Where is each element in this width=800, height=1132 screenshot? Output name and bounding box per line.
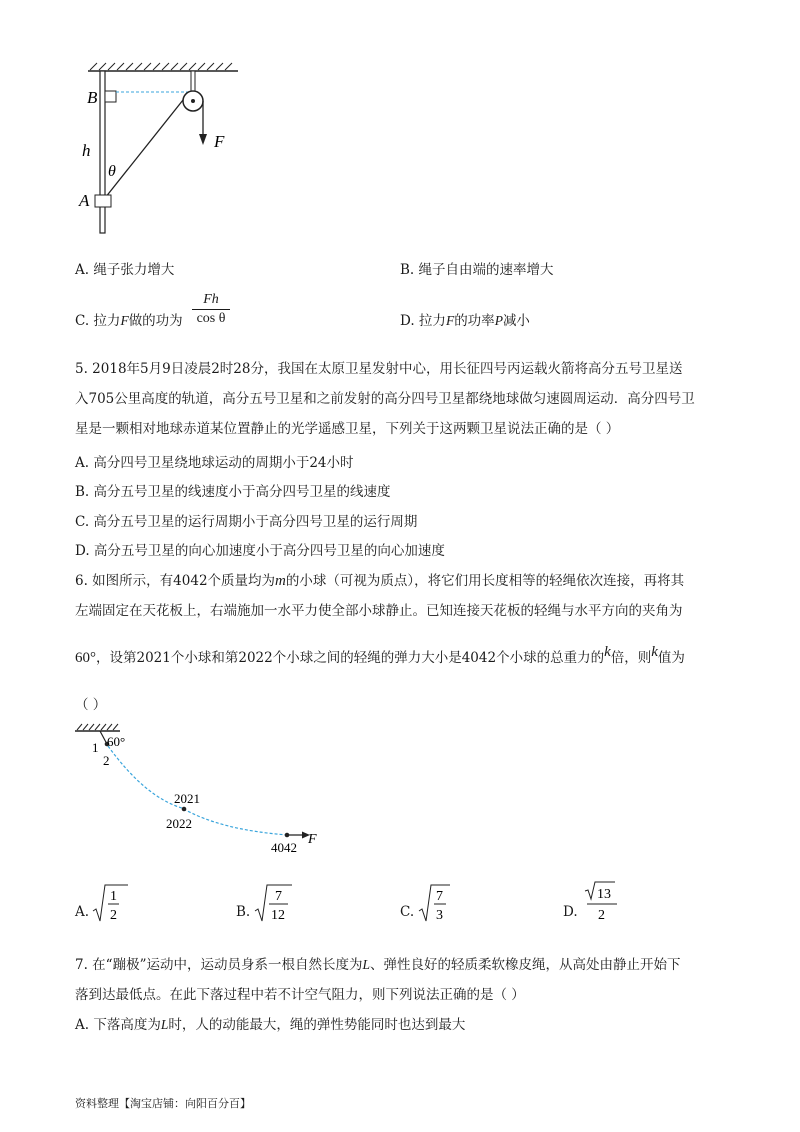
q6-option-b-sqrt [254,883,294,927]
q4-option-d[interactable] [400,311,530,331]
q4-option-a[interactable]: A. 绳子张力增大 [75,262,175,278]
q4-c-denominator: cos θ [196,311,226,326]
force-arrow-icon [199,134,207,145]
label-force: F [308,832,317,847]
q6-option-c-sqrt [418,883,458,927]
footer-text: 资料整理【淘宝店铺：向阳百分百】 [75,1097,251,1110]
q6-d-num: 13 [597,887,611,902]
q4-option-b[interactable]: B. 绳子自由端的速率增大 [400,262,554,278]
q6-var-k1: k [604,644,611,660]
label-2: 2 [103,753,110,768]
q4-d-var2: P [494,313,503,328]
label-2022: 2022 [166,816,192,831]
angle-label: 60° [107,734,126,749]
q5-option-a[interactable]: A. 高分四号卫星绕地球运动的周期小于24小时 [75,455,354,471]
q6-b-den: 12 [271,908,285,923]
q6-a-num: 1 [110,889,117,904]
q4-d-var: F [445,313,455,328]
block-b [105,91,116,102]
q6-line3-b: 倍，则 [610,650,652,666]
block-a [95,195,111,207]
q4-d-mid: 的功率 [454,313,495,329]
label-theta: θ [108,163,116,180]
q5-option-d[interactable]: D. 高分五号卫星的向心加速度小于高分四号卫星的向心加速度 [75,543,445,559]
q6-option-d-sqrt [583,881,627,927]
q4-c-mid: 做的功为 [128,313,183,329]
q6-c-num: 7 [436,889,443,904]
q7-var-l: L [362,957,370,972]
q6-angle: 60° [75,650,96,666]
q7-a-var: L [160,1017,169,1032]
q6-line3-c: 值为 [657,650,685,666]
q7-stem-line1 [75,955,681,975]
q6-b-num: 7 [275,889,282,904]
q5-option-c[interactable]: C. 高分五号卫星的运行周期小于高分四号卫星的运行周期 [75,514,418,530]
q6-c-den: 3 [436,908,443,923]
vertical-rod [100,71,105,233]
q6-option-a-sqrt [92,883,132,927]
q4-c-prefix: C. 拉力 [75,313,121,329]
label-b: B [87,88,98,107]
q4-d-suffix: 减小 [502,313,530,329]
ceiling-hatch [90,63,232,70]
q6-option-d-label[interactable]: D. [563,904,578,920]
q7-stem-line2: 落到达最低点。在此下落过程中若不计空气阻力，则下列说法正确的是（ ） [75,987,525,1003]
q6-var-m: m [275,573,286,589]
q6-stem-line1 [75,571,684,591]
label-1: 1 [92,740,99,755]
q5-option-b[interactable]: B. 高分五号卫星的线速度小于高分四号卫星的线速度 [75,484,391,500]
q6-var-k2: k [651,644,658,660]
q4-d-prefix: D. 拉力 [400,313,446,329]
q5-stem-line1: 5. 2018年5月9日凌晨2时28分，我国在太原卫星发射中心，用长征四号丙运载火箭将高分五号卫星送 [75,361,683,377]
q5-stem-line2: 入705公里高度的轨道，高分五号卫星和之前发射的高分四号卫星都绕地球做匀速圆周运动．高分四号卫 [75,391,695,407]
q7-a-prefix: A. 下落高度为 [75,1017,161,1033]
q6-stem-line3 [75,644,685,668]
q4-c-fraction [192,292,230,327]
q6-stem-line4: （ ） [75,697,107,713]
rope [105,100,183,198]
label-h: h [82,141,91,160]
q4-c-numerator: Fh [203,292,219,307]
pulley-axle [191,99,195,103]
label-2021: 2021 [174,791,200,806]
q7-line1-a: 7. 在“蹦极”运动中，运动员身系一根自然长度为 [75,957,363,973]
q7-a-suffix: 时，人的动能最大，绳的弹性势能同时也达到最大 [168,1017,466,1033]
q6-line3-a: ，设第2021个小球和第2022个小球之间的轻绳的弹力大小是4042个小球的总重力的 [96,650,605,666]
ball-2021 [182,807,187,812]
q6-stem-line2: 左端固定在天花板上，右端施加一水平力使全部小球静止。已知连接天花板的轻绳与水平方向的夹角为 [75,603,683,619]
q6-option-b-label[interactable]: B. [236,904,251,920]
label-f: F [214,132,225,151]
ceiling-hatch [77,724,118,730]
q7-line1-b: 、弹性良好的轻质柔软橡皮绳，从高处由静止开始下 [370,957,681,973]
q6-d-den: 2 [598,908,605,923]
pulley-figure [70,60,250,240]
chain-figure [70,722,330,857]
q5-stem-line3: 星是一颗相对地球赤道某位置静止的光学遥感卫星，下列关于这两颗卫星说法正确的是（ ） [75,421,620,437]
q4-c-var: F [120,313,129,328]
q6-a-den: 2 [110,908,117,923]
q6-option-c-label[interactable]: C. [400,904,415,920]
label-4042: 4042 [271,840,297,855]
q4-option-c[interactable] [75,311,183,331]
q6-line1-a: 6. 如图所示，有4042个质量均为 [75,573,276,589]
q6-line1-b: 的小球（可视为质点），将它们用长度相等的轻绳依次连接，再将其 [285,573,685,589]
q6-option-a-label[interactable]: A. [75,904,90,920]
label-a: A [79,191,90,210]
q7-option-a[interactable] [75,1015,465,1035]
